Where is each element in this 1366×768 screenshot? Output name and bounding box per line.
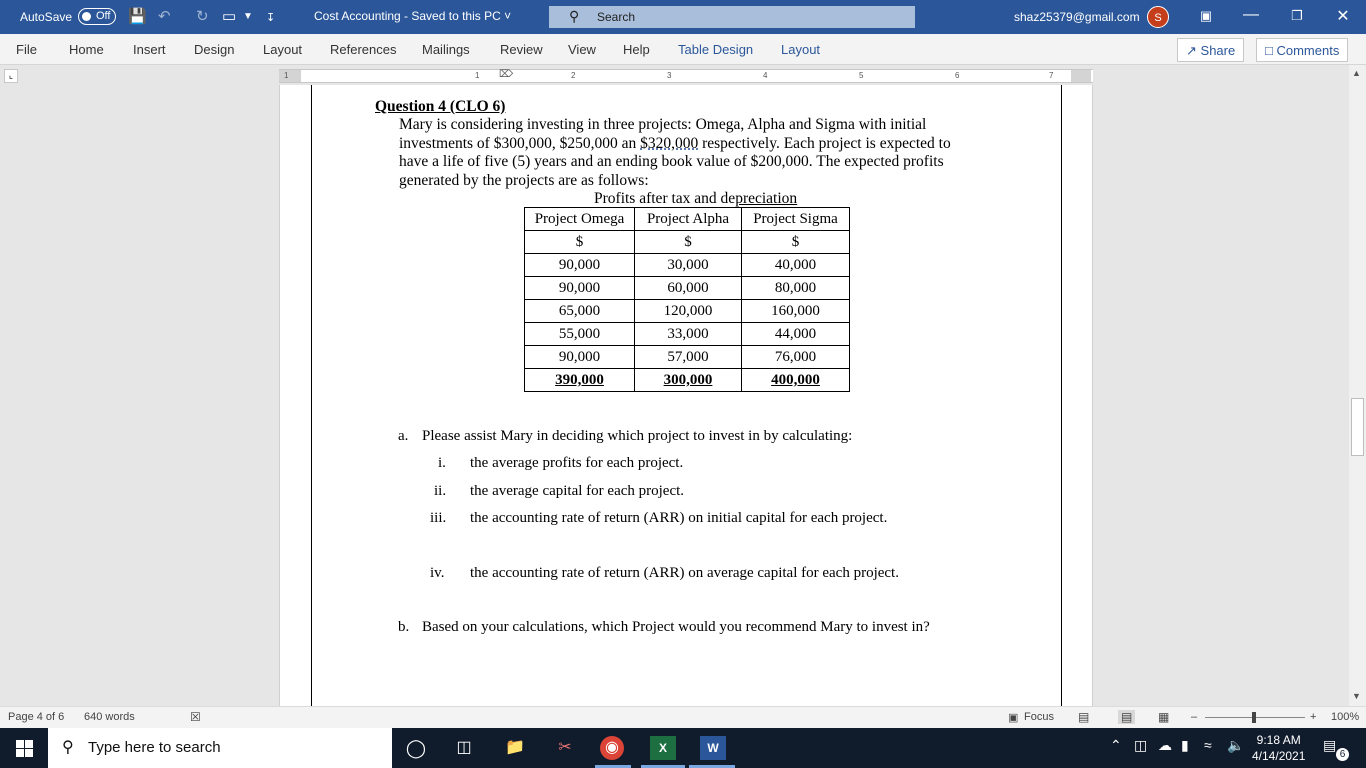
minimize-button[interactable]: — bbox=[1243, 6, 1259, 23]
tab-home[interactable]: Home bbox=[69, 42, 104, 57]
tab-references[interactable]: References bbox=[330, 42, 397, 57]
table-cell[interactable]: $ bbox=[525, 231, 635, 254]
table-cell[interactable]: $ bbox=[635, 231, 742, 254]
tab-help[interactable]: Help bbox=[623, 42, 650, 57]
table-cell[interactable]: 55,000 bbox=[525, 323, 635, 346]
table-cell[interactable]: 80,000 bbox=[742, 277, 850, 300]
taskbar-search-placeholder: Type here to search bbox=[88, 739, 221, 756]
page-count[interactable]: Page 4 of 6 bbox=[8, 711, 65, 723]
chevron-up-icon[interactable]: ⌃ bbox=[1110, 737, 1122, 753]
chevron-down-icon[interactable]: ▼ bbox=[243, 11, 253, 22]
toggle-knob bbox=[82, 12, 91, 21]
meet-now-icon[interactable]: ◫ bbox=[1134, 737, 1148, 753]
indent-marker-icon[interactable]: ⌦ bbox=[499, 69, 514, 80]
ruler-right-margin bbox=[1071, 70, 1091, 82]
table-cell[interactable]: 44,000 bbox=[742, 323, 850, 346]
table-cell[interactable]: 33,000 bbox=[635, 323, 742, 346]
system-clock[interactable] bbox=[1252, 732, 1305, 764]
web-layout-icon[interactable]: ▦ bbox=[1158, 710, 1170, 724]
part-b-text: Based on your calculations, which Project would you recommend Mary to invest in? bbox=[422, 619, 930, 635]
zoom-out-button[interactable]: – bbox=[1191, 711, 1198, 723]
sub-item-text: the accounting rate of return (ARR) on average capital for each project. bbox=[470, 565, 899, 581]
ruler-number: 7 bbox=[1049, 71, 1054, 80]
table-cell[interactable]: 90,000 bbox=[525, 346, 635, 369]
tab-insert[interactable]: Insert bbox=[133, 42, 166, 57]
vertical-scrollbar[interactable] bbox=[1349, 65, 1366, 706]
tab-file[interactable]: File bbox=[16, 42, 37, 57]
format-painter-icon[interactable]: ▭ bbox=[222, 8, 237, 25]
clock-time: 9:18 AM bbox=[1256, 733, 1301, 747]
scroll-thumb[interactable] bbox=[1351, 398, 1364, 456]
document-title[interactable]: Cost Accounting - Saved to this PC ˅ bbox=[314, 9, 512, 23]
title-bar bbox=[0, 0, 1366, 34]
tab-table-design[interactable]: Table Design bbox=[678, 42, 754, 57]
tab-review[interactable]: Review bbox=[500, 42, 543, 57]
profits-table bbox=[524, 207, 850, 392]
sub-item-marker: iii. bbox=[430, 510, 447, 526]
table-row bbox=[525, 346, 850, 369]
autosave-label: AutoSave bbox=[20, 10, 73, 24]
table-cell[interactable]: 40,000 bbox=[742, 254, 850, 277]
search-placeholder: Search bbox=[597, 10, 636, 24]
table-cell[interactable]: 90,000 bbox=[525, 254, 635, 277]
table-total-cell[interactable]: 400,000 bbox=[742, 369, 850, 392]
share-label: Share bbox=[1200, 43, 1236, 58]
undo-icon[interactable]: ↶ bbox=[158, 8, 171, 25]
ruler-number: 1 bbox=[284, 71, 289, 80]
ruler-number: 6 bbox=[955, 71, 960, 80]
paragraph-text: respectively. Each project is expected to have a life of five (5) years and an ending book value of $200,000. The expected profits generated by the projects are as follows: bbox=[399, 134, 951, 189]
part-b-marker: b. bbox=[398, 619, 410, 635]
scroll-down-icon[interactable]: ▼ bbox=[1352, 691, 1361, 701]
table-row bbox=[525, 323, 850, 346]
close-button[interactable]: ✕ bbox=[1336, 8, 1350, 25]
windows-logo-icon bbox=[25, 740, 33, 748]
document-page[interactable] bbox=[279, 85, 1093, 706]
question-title: Question 4 (CLO 6) bbox=[375, 98, 506, 115]
redo-icon[interactable]: ↻ bbox=[196, 8, 209, 25]
table-header[interactable]: Project Alpha bbox=[635, 208, 742, 231]
table-cell[interactable]: 60,000 bbox=[635, 277, 742, 300]
focus-label[interactable]: Focus bbox=[1024, 711, 1054, 723]
table-border-left bbox=[311, 85, 312, 706]
search-icon: ⚲ bbox=[62, 739, 74, 756]
tab-design[interactable]: Design bbox=[194, 42, 235, 57]
table-cell[interactable]: 160,000 bbox=[742, 300, 850, 323]
ruler-number: 4 bbox=[763, 71, 768, 80]
autosave-state: Off bbox=[96, 10, 111, 22]
table-cell[interactable]: $ bbox=[742, 231, 850, 254]
tab-layout[interactable]: Layout bbox=[263, 42, 303, 57]
print-layout-icon[interactable]: ▤ bbox=[1118, 710, 1135, 724]
excel-icon[interactable]: X bbox=[650, 736, 676, 760]
snipping-tool-icon[interactable]: ✂ bbox=[558, 739, 572, 756]
share-icon: ↗ bbox=[1186, 43, 1197, 58]
customize-toolbar-icon[interactable]: ↧ bbox=[266, 12, 276, 24]
wifi-icon[interactable]: ≈ bbox=[1204, 737, 1212, 753]
focus-icon[interactable]: ▣ bbox=[1008, 712, 1019, 724]
volume-icon[interactable]: 🔈 bbox=[1227, 737, 1245, 753]
zoom-in-button[interactable]: + bbox=[1310, 711, 1317, 723]
windows-logo-icon bbox=[25, 749, 33, 757]
ruler-number: 5 bbox=[859, 71, 864, 80]
zoom-slider-knob[interactable] bbox=[1252, 712, 1256, 723]
table-border-right bbox=[1061, 85, 1062, 706]
tab-mailings[interactable]: Mailings bbox=[422, 42, 470, 57]
comment-icon: □ bbox=[1265, 43, 1273, 58]
save-icon[interactable]: 💾 bbox=[128, 8, 147, 25]
table-total-cell[interactable]: 300,000 bbox=[635, 369, 742, 392]
share-button[interactable] bbox=[1177, 38, 1244, 62]
sub-item-text: the average capital for each project. bbox=[470, 483, 685, 499]
search-icon: ⚲ bbox=[569, 8, 580, 24]
table-cell[interactable]: 120,000 bbox=[635, 300, 742, 323]
ribbon-tabs bbox=[0, 34, 1366, 65]
autosave-toggle[interactable] bbox=[78, 8, 116, 25]
table-row bbox=[525, 277, 850, 300]
table-cell[interactable]: 30,000 bbox=[635, 254, 742, 277]
horizontal-ruler[interactable] bbox=[279, 69, 1093, 83]
file-explorer-icon[interactable]: 📁 bbox=[505, 739, 525, 756]
table-row bbox=[525, 231, 850, 254]
proofing-icon[interactable]: ☒ bbox=[190, 710, 201, 724]
table-cell[interactable]: 57,000 bbox=[635, 346, 742, 369]
document-canvas bbox=[0, 85, 1349, 706]
part-a-text: Please assist Mary in deciding which project to invest in by calculating: bbox=[422, 428, 853, 444]
sub-item-text: the average profits for each project. bbox=[470, 455, 684, 471]
caption-text: Profits after tax and de bbox=[594, 190, 736, 207]
tab-view[interactable]: View bbox=[568, 42, 596, 57]
paragraph-text: Mary is considering investing in three projects: Omega, Alpha and Sigma with initial investments of $300,000, $250,000 an bbox=[399, 116, 927, 152]
table-caption bbox=[594, 190, 797, 208]
windows-logo-icon bbox=[16, 749, 24, 757]
zoom-level[interactable]: 100% bbox=[1331, 711, 1360, 723]
windows-logo-icon bbox=[16, 740, 24, 748]
table-cell[interactable]: 90,000 bbox=[525, 277, 635, 300]
part-a-marker: a. bbox=[398, 428, 409, 444]
ruler-bar bbox=[0, 65, 1366, 85]
battery-icon[interactable]: ▮ bbox=[1181, 737, 1189, 753]
task-view-icon[interactable]: ◫ bbox=[456, 739, 472, 756]
read-mode-icon[interactable]: ▤ bbox=[1078, 710, 1090, 724]
table-row bbox=[525, 300, 850, 323]
ruler-number: 3 bbox=[667, 71, 672, 80]
cortana-icon[interactable]: ◯ bbox=[405, 738, 427, 758]
taskbar-search-box[interactable] bbox=[48, 728, 392, 768]
table-total-row bbox=[525, 369, 850, 392]
tab-stop-selector[interactable]: ⌞ bbox=[4, 69, 18, 83]
account-email[interactable]: shaz25379@gmail.com bbox=[1014, 10, 1140, 24]
table-header[interactable]: Project Sigma bbox=[742, 208, 850, 231]
tab-table-layout[interactable]: Layout bbox=[781, 42, 821, 57]
clock-date: 4/14/2021 bbox=[1252, 749, 1306, 763]
sub-item-marker: iv. bbox=[430, 565, 445, 581]
table-cell[interactable]: 65,000 bbox=[525, 300, 635, 323]
caption-text-underlined: preciation bbox=[735, 190, 798, 207]
onedrive-icon[interactable]: ☁ bbox=[1158, 737, 1172, 753]
status-bar bbox=[0, 706, 1366, 728]
ruler-number: 1 bbox=[475, 71, 480, 80]
ruler-number: 2 bbox=[571, 71, 576, 80]
notification-count: 6 bbox=[1336, 748, 1349, 761]
taskbar bbox=[0, 728, 1366, 768]
question-paragraph bbox=[399, 116, 979, 190]
word-icon[interactable]: W bbox=[700, 736, 726, 760]
sub-item-text: the accounting rate of return (ARR) on initial capital for each project. bbox=[470, 510, 888, 526]
restore-button[interactable]: ❐ bbox=[1291, 8, 1303, 23]
avatar[interactable]: S bbox=[1147, 6, 1169, 28]
word-count[interactable]: 640 words bbox=[84, 711, 135, 723]
table-row bbox=[525, 254, 850, 277]
ribbon-display-icon[interactable]: ▣ bbox=[1199, 8, 1213, 23]
table-total-cell[interactable]: 390,000 bbox=[525, 369, 635, 392]
chrome-icon[interactable]: ◉ bbox=[600, 736, 624, 760]
ruler-left-margin bbox=[279, 70, 301, 82]
scroll-up-icon[interactable]: ▲ bbox=[1352, 68, 1361, 78]
table-cell[interactable]: 76,000 bbox=[742, 346, 850, 369]
table-header-row bbox=[525, 208, 850, 231]
flagged-word[interactable]: $320,000 bbox=[640, 134, 699, 152]
sub-item-marker: i. bbox=[438, 455, 446, 471]
table-header[interactable]: Project Omega bbox=[525, 208, 635, 231]
sub-item-marker: ii. bbox=[434, 483, 447, 499]
comments-label: Comments bbox=[1276, 43, 1340, 58]
search-box[interactable] bbox=[549, 6, 915, 28]
windows-start-button[interactable] bbox=[0, 728, 48, 768]
notification-icon[interactable]: ▤ bbox=[1323, 737, 1337, 753]
comments-button[interactable] bbox=[1256, 38, 1348, 62]
